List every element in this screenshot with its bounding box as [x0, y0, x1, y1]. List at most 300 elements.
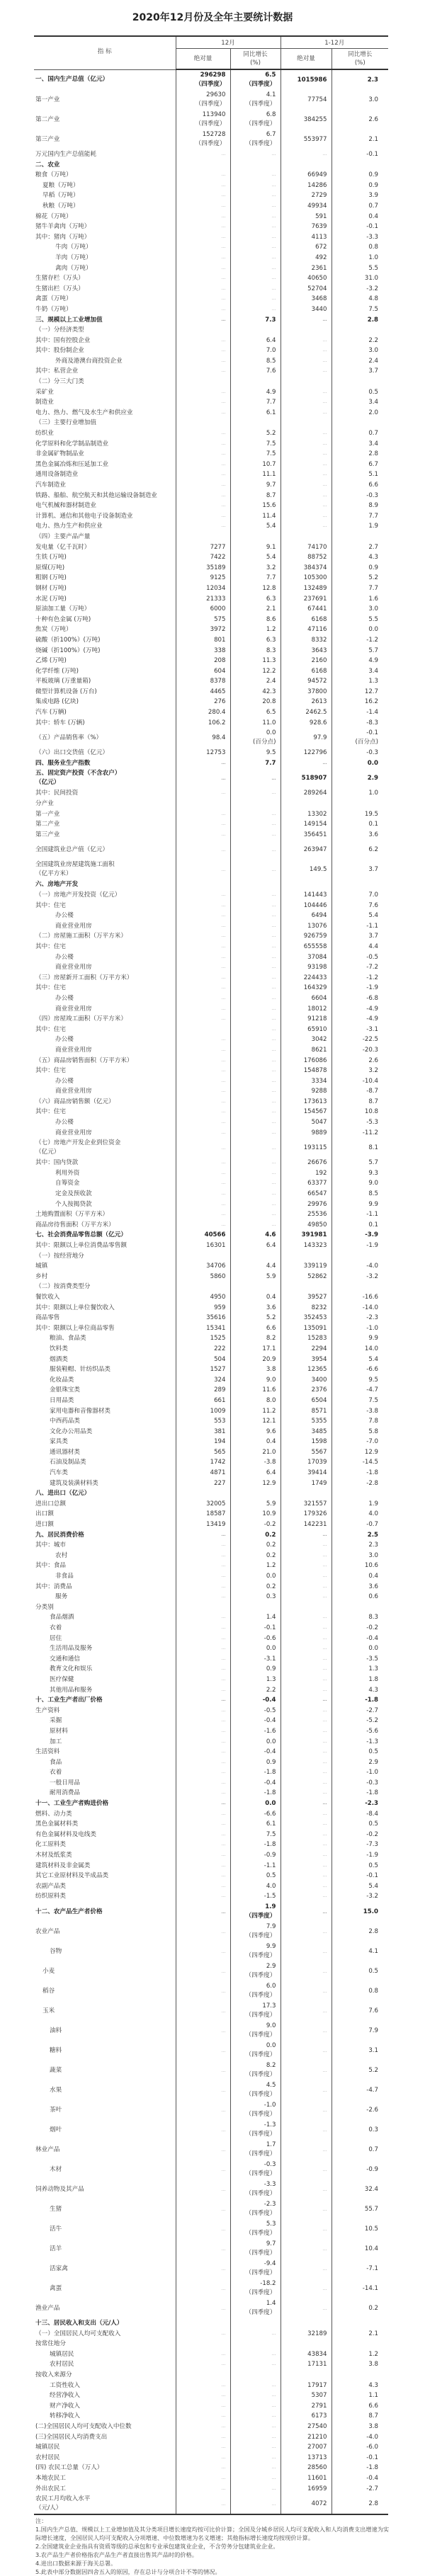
table-row — [34, 1788, 388, 1799]
month-yoy-cell: 10.9 — [230, 1509, 280, 1520]
month-abs-cell: 4950 — [176, 1292, 230, 1303]
year-yoy-cell: 5.4 — [332, 1881, 388, 1892]
row-label: 其中：住宅 — [35, 942, 66, 950]
year-abs-cell: … — [280, 1981, 332, 2001]
month-yoy-cell: … — [230, 1025, 280, 1035]
year-yoy-cell: 5.1 — [332, 469, 388, 480]
month-abs-cell — [176, 2318, 230, 2329]
year-abs-cell: … — [280, 428, 332, 439]
month-abs-cell: 324 — [176, 1375, 230, 1386]
year-yoy-cell: -1.1 — [332, 1209, 388, 1220]
row-label: 原油加工量（万吨） — [35, 605, 91, 613]
year-abs-cell: 4113 — [280, 232, 332, 243]
month-yoy-cell: 5.2 — [230, 1313, 280, 1323]
year-yoy-cell: 7.7 — [332, 583, 388, 594]
table-row — [34, 1561, 388, 1571]
year-yoy-cell: -1.9 — [332, 1850, 388, 1861]
row-label: 油料 — [50, 2027, 62, 2034]
table-row — [34, 2080, 388, 2100]
year-yoy-cell: 10.5 — [332, 2219, 388, 2239]
month-yoy-cell: 7.6 — [230, 366, 280, 377]
table-row — [34, 1509, 388, 1520]
table-row — [34, 325, 388, 336]
row-label: 一般日用品 — [50, 1779, 80, 1786]
table-row — [34, 1643, 388, 1654]
row-label: 建筑及装潢材料类 — [50, 1479, 98, 1487]
year-abs-cell: … — [280, 1922, 332, 1942]
row-label: 一、国内生产总值（亿元） — [35, 76, 109, 84]
year-yoy-cell: 0.5 — [332, 1819, 388, 1830]
year-abs-cell: 26676 — [280, 1158, 332, 1168]
table-row — [34, 697, 388, 707]
year-abs-cell: 66949 — [280, 170, 332, 181]
year-abs-cell: 5355 — [280, 1416, 332, 1427]
table-row — [34, 1942, 388, 1961]
month-yoy-cell: … — [230, 2494, 280, 2514]
month-abs-cell: … — [176, 2494, 230, 2514]
table-row — [34, 1634, 388, 1644]
table-row — [34, 2381, 388, 2391]
year-yoy-cell: 0.1 — [332, 1220, 388, 1231]
month-yoy-cell: 1.4 （四季度） — [230, 2298, 280, 2318]
row-label: 商品房待售面积（万平方米） — [35, 1221, 115, 1229]
year-yoy-cell: 7.9 — [332, 2021, 388, 2041]
month-yoy-cell — [230, 1282, 280, 1292]
row-label: 有色金属材料及电线类 — [35, 1830, 96, 1838]
table-row — [34, 387, 388, 398]
year-abs-cell: … — [280, 1664, 332, 1675]
year-abs-cell: 6504 — [280, 1396, 332, 1406]
year-abs-cell: … — [280, 1561, 332, 1571]
row-label: 硫酸（折100%）(万吨) — [35, 636, 101, 644]
month-yoy-cell: 4.4 — [230, 1261, 280, 1272]
row-label: 采掘 — [50, 1717, 62, 1725]
year-yoy-cell: -4.0 — [332, 1261, 388, 1272]
year-abs-cell: 17039 — [280, 1457, 332, 1468]
row-label: 羊肉（万吨） — [55, 253, 92, 261]
year-yoy-cell: 0.5 — [332, 1861, 388, 1871]
month-abs-cell: 208 — [176, 656, 230, 666]
row-label: 活家禽 — [50, 2264, 68, 2272]
year-yoy-cell: 1.3 — [332, 1664, 388, 1675]
year-abs-cell: 142231 — [280, 1520, 332, 1530]
year-yoy-cell: 0.2 — [332, 2298, 388, 2318]
month-abs-cell: 604 — [176, 666, 230, 677]
table-row — [34, 90, 388, 110]
year-abs-cell — [280, 377, 332, 387]
month-abs-cell: … — [176, 273, 230, 284]
year-yoy-cell: 1.9 — [332, 521, 388, 532]
table-row — [34, 2453, 388, 2463]
row-label: 其中：轿车 (万辆) — [35, 719, 85, 726]
year-yoy-cell — [332, 1251, 388, 1262]
month-yoy-cell: 6.0 （四季度） — [230, 1981, 280, 2001]
row-label: 医疗保健 — [50, 1675, 74, 1683]
year-yoy-cell — [332, 532, 388, 542]
row-label: 化学原料和化学制品制造业 — [35, 440, 109, 448]
month-abs-cell: … — [176, 1840, 230, 1850]
year-abs-cell: 15283 — [280, 1333, 332, 1344]
month-abs-cell: 222 — [176, 1344, 230, 1355]
year-yoy-cell: 1.2 — [332, 2349, 388, 2360]
year-yoy-cell — [332, 377, 388, 387]
year-abs-cell — [280, 1488, 332, 1499]
table-row — [34, 962, 388, 973]
year-abs-cell: 4072 — [280, 2494, 332, 2514]
year-yoy-cell: 3.4 — [332, 666, 388, 677]
month-yoy-cell: … — [230, 201, 280, 212]
month-yoy-cell: 6.6 — [230, 1323, 280, 1334]
year-yoy-cell — [332, 799, 388, 809]
month-yoy-cell: -1.1 — [230, 1861, 280, 1871]
year-abs-cell — [280, 418, 332, 428]
table-row — [34, 573, 388, 583]
month-yoy-cell: -0.9 — [230, 1850, 280, 1861]
month-abs-cell: … — [176, 439, 230, 450]
month-abs-cell: … — [176, 1540, 230, 1551]
month-yoy-cell: -9.4 （四季度） — [230, 2259, 280, 2279]
year-yoy-cell: -1.3 — [332, 1737, 388, 1748]
table-row — [34, 840, 388, 860]
year-abs-cell: 29976 — [280, 1199, 332, 1210]
year-abs-cell: 47116 — [280, 625, 332, 635]
year-yoy-cell: 9.3 — [332, 1168, 388, 1179]
year-abs-cell: 672 — [280, 242, 332, 253]
table-row — [34, 2140, 388, 2160]
row-label: 木材 — [50, 2165, 62, 2173]
month-yoy-cell: … — [230, 1086, 280, 1097]
month-yoy-cell: 10.7 — [230, 460, 280, 470]
year-yoy-cell: 2.8 — [332, 315, 388, 326]
table-row — [34, 1592, 388, 1602]
header-period-year: 1-12月 — [280, 36, 388, 49]
month-yoy-cell: … — [230, 1004, 280, 1015]
table-row — [34, 1209, 388, 1220]
row-label: 粮食（万吨） — [35, 171, 72, 179]
month-abs-cell: 21333 — [176, 594, 230, 605]
year-yoy-cell: 4.4 — [332, 942, 388, 952]
month-yoy-cell: 4.6 — [230, 1230, 280, 1241]
year-yoy-cell: 10.8 — [332, 1107, 388, 1117]
row-label: 非食品 — [55, 1573, 74, 1580]
row-label: 第三产业 — [35, 831, 60, 838]
month-abs-cell: … — [176, 1902, 230, 1922]
year-yoy-cell: 3.0 — [332, 346, 388, 356]
month-yoy-cell: 12.2 — [230, 666, 280, 677]
month-yoy-cell: 0.2 — [230, 1551, 280, 1561]
month-yoy-cell: 0.2 — [230, 1540, 280, 1551]
month-abs-cell: … — [176, 1706, 230, 1716]
month-abs-cell: … — [176, 1871, 230, 1881]
year-abs-cell: … — [280, 1809, 332, 1820]
table-row — [34, 377, 388, 387]
year-yoy-cell: 8.1 — [332, 1138, 388, 1158]
table-row — [34, 449, 388, 460]
row-label: 文化办公用品类 — [50, 1427, 93, 1435]
table-row — [34, 304, 388, 315]
table-row — [34, 2041, 388, 2061]
year-abs-cell: 928.6 — [280, 718, 332, 729]
year-yoy-cell: -0.5 — [332, 952, 388, 963]
table-row — [34, 1396, 388, 1406]
table-row — [34, 890, 388, 901]
year-abs-cell: … — [280, 758, 332, 769]
table-row — [34, 2442, 388, 2453]
year-abs-cell: 5307 — [280, 2390, 332, 2401]
year-yoy-cell: -3.2 — [332, 284, 388, 295]
year-abs-cell: … — [280, 315, 332, 326]
year-abs-cell: … — [280, 1634, 332, 1644]
month-yoy-cell: -6.6 — [230, 1809, 280, 1820]
row-label: 禽蛋 — [50, 2284, 62, 2292]
table-row — [34, 69, 388, 90]
month-abs-cell: … — [176, 2021, 230, 2041]
year-abs-cell: 3334 — [280, 1076, 332, 1087]
table-row — [34, 160, 388, 171]
month-yoy-cell: … — [230, 273, 280, 284]
year-yoy-cell: 0.6 — [332, 1592, 388, 1602]
month-yoy-cell: 0.0 — [230, 1799, 280, 1809]
table-row — [34, 2329, 388, 2340]
row-label: 早稻（万吨） — [42, 192, 79, 200]
year-abs-cell: 39414 — [280, 1468, 332, 1478]
month-yoy-cell: … — [230, 2381, 280, 2391]
month-yoy-cell: … — [230, 2463, 280, 2473]
row-label: 木材及纸浆类 — [35, 1852, 72, 1859]
month-abs-cell: … — [176, 2160, 230, 2179]
year-abs-cell: 3042 — [280, 1035, 332, 1045]
month-abs-cell: … — [176, 840, 230, 860]
table-row — [34, 583, 388, 594]
month-abs-cell: … — [176, 1117, 230, 1128]
table-row — [34, 1427, 388, 1437]
month-yoy-cell: -0.4 — [230, 1747, 280, 1757]
table-row — [34, 1406, 388, 1417]
month-yoy-cell: … — [230, 840, 280, 860]
month-abs-cell: … — [176, 2259, 230, 2279]
year-yoy-cell: 2.3 — [332, 1540, 388, 1551]
month-abs-cell: … — [176, 1045, 230, 1056]
month-yoy-cell: 6.4 — [230, 1241, 280, 1251]
year-yoy-cell — [332, 418, 388, 428]
table-row — [34, 190, 388, 201]
month-abs-cell: … — [176, 1767, 230, 1778]
month-yoy-cell — [230, 1251, 280, 1262]
row-label: （一）分经济类型 — [35, 326, 84, 334]
year-yoy-cell: 2.8 — [332, 1922, 388, 1942]
year-abs-cell — [280, 532, 332, 542]
month-yoy-cell: … — [230, 284, 280, 295]
month-yoy-cell: 8.2 — [230, 1333, 280, 1344]
year-yoy-cell: 3.8 — [332, 2359, 388, 2370]
year-yoy-cell: -4.7 — [332, 2080, 388, 2100]
year-abs-cell — [280, 1282, 332, 1292]
month-yoy-cell: … — [230, 788, 280, 799]
month-yoy-cell: … — [230, 809, 280, 820]
month-yoy-cell: … — [230, 973, 280, 984]
table-row — [34, 1881, 388, 1892]
year-abs-cell: … — [280, 2140, 332, 2160]
table-row — [34, 973, 388, 984]
note-item: 1.国内生产总值、规模以上工业增加值及其分类项目增长速度均按可比价计算；全国及分城乡居民人均可支配收入和人均消费支出增速为实际增长速度，全国居民人均可支配收入分项增速、中位数增速为名义增速；其他指标增长速度均按现价计算。 — [35, 2526, 390, 2542]
row-label: 其中：住宅 — [35, 984, 66, 992]
month-abs-cell: … — [176, 2041, 230, 2061]
year-yoy-cell: 4.3 — [332, 552, 388, 563]
month-abs-cell: … — [176, 2199, 230, 2219]
month-abs-cell: 959 — [176, 1303, 230, 1313]
row-label: 汽车类 — [50, 1469, 68, 1477]
month-yoy-cell: 9.5 — [230, 748, 280, 758]
year-yoy-cell: -14.5 — [332, 1457, 388, 1468]
row-label: 第二产业 — [35, 115, 60, 123]
row-label: 玉米 — [42, 2007, 55, 2014]
month-abs-cell: … — [176, 2239, 230, 2259]
table-row — [34, 1004, 388, 1015]
month-yoy-cell: 9.0 — [230, 1375, 280, 1386]
month-abs-cell: … — [176, 2432, 230, 2443]
year-abs-cell: 6173 — [280, 2411, 332, 2422]
row-label: 商业营业用房 — [55, 1005, 92, 1013]
year-yoy-cell: 1.8 — [332, 1675, 388, 1685]
month-abs-cell: … — [176, 181, 230, 191]
month-yoy-cell: 9.7 — [230, 480, 280, 491]
month-yoy-cell: -1.0 （四季度） — [230, 2100, 280, 2120]
year-yoy-cell: 19.5 — [332, 809, 388, 820]
month-abs-cell: … — [176, 809, 230, 820]
year-abs-cell: … — [280, 1643, 332, 1654]
month-abs-cell: … — [176, 284, 230, 295]
month-abs-cell — [176, 1025, 230, 1035]
year-yoy-cell: 0.7 — [332, 2140, 388, 2160]
table-body — [34, 69, 388, 2514]
month-yoy-cell: … — [230, 901, 280, 911]
table-row — [34, 1623, 388, 1634]
month-abs-cell: … — [176, 346, 230, 356]
table-row — [34, 263, 388, 274]
year-abs-cell: 49934 — [280, 201, 332, 212]
month-abs-cell: … — [176, 1158, 230, 1168]
year-yoy-cell — [332, 2318, 388, 2329]
month-yoy-cell: -0.6 — [230, 1634, 280, 1644]
month-abs-cell: … — [176, 449, 230, 460]
year-yoy-cell: 2.8 — [332, 449, 388, 460]
year-abs-cell: 3400 — [280, 1375, 332, 1386]
year-abs-cell: … — [280, 1767, 332, 1778]
row-label: 家具类 — [50, 1438, 68, 1446]
year-abs-cell: 93198 — [280, 962, 332, 973]
year-abs-cell: 3440 — [280, 304, 332, 315]
month-yoy-cell: 6.1 — [230, 1819, 280, 1830]
year-yoy-cell: 5.5 — [332, 615, 388, 625]
row-label: 五、固定资产投资（不含农户） （亿元） — [35, 770, 121, 787]
month-abs-cell: 280.4 — [176, 707, 230, 718]
month-abs-cell: 12034 — [176, 583, 230, 594]
month-yoy-cell: 1.4 — [230, 1612, 280, 1623]
table-row — [34, 604, 388, 615]
month-yoy-cell — [230, 799, 280, 809]
table-row — [34, 2432, 388, 2443]
year-yoy-cell — [332, 2370, 388, 2381]
year-yoy-cell: -2.3 — [332, 1799, 388, 1809]
year-abs-cell: … — [280, 2298, 332, 2318]
month-yoy-cell: … — [230, 1128, 280, 1139]
year-yoy-cell: 2.6 — [332, 110, 388, 130]
year-yoy-cell: 6.6 — [332, 2401, 388, 2412]
month-abs-cell: 575 — [176, 615, 230, 625]
header-period-month: 12月 — [176, 36, 280, 49]
month-abs-cell: … — [176, 232, 230, 243]
table-row — [34, 768, 388, 788]
month-yoy-cell: … — [230, 768, 280, 788]
year-yoy-cell: -4.7 — [332, 1385, 388, 1396]
month-abs-cell: 801 — [176, 635, 230, 646]
year-abs-cell: 94572 — [280, 676, 332, 687]
table-row — [34, 1344, 388, 1355]
table-row — [34, 212, 388, 222]
row-label: 金银珠宝类 — [50, 1386, 80, 1394]
month-abs-cell: … — [176, 1004, 230, 1015]
table-row — [34, 542, 388, 553]
year-yoy-cell: 3.0 — [332, 604, 388, 615]
year-abs-cell: … — [280, 2259, 332, 2279]
month-abs-cell: 296298 （四季度） — [176, 69, 230, 90]
month-abs-cell: … — [176, 942, 230, 952]
table-row — [34, 1530, 388, 1541]
table-row — [34, 2401, 388, 2412]
year-yoy-cell: 2.9 — [332, 768, 388, 788]
month-yoy-cell: 8.5 — [230, 356, 280, 367]
table-row — [34, 1551, 388, 1561]
month-abs-cell: … — [176, 2140, 230, 2160]
year-yoy-cell: 4.8 — [332, 294, 388, 304]
month-yoy-cell: -1.8 — [230, 1788, 280, 1799]
year-abs-cell: 193115 — [280, 1138, 332, 1158]
year-yoy-cell: -1.8 — [332, 1468, 388, 1478]
year-abs-cell: 1598 — [280, 1437, 332, 1447]
table-row — [34, 2370, 388, 2381]
header-month-yoy: 同比增长 (%) — [230, 49, 280, 70]
year-abs-cell: 2160 — [280, 656, 332, 666]
year-abs-cell: 3485 — [280, 1427, 332, 1437]
row-label: 乡村 — [35, 1272, 48, 1280]
month-yoy-cell: 11.3 — [230, 656, 280, 666]
year-abs-cell — [280, 2370, 332, 2381]
month-yoy-cell: 5.2 — [230, 428, 280, 439]
month-yoy-cell: … — [230, 2432, 280, 2443]
year-abs-cell: 43834 — [280, 2349, 332, 2360]
year-yoy-cell: 3.0 — [332, 90, 388, 110]
row-label: 十二、农产品生产者价格 — [35, 1908, 103, 1915]
month-yoy-cell: … — [230, 1158, 280, 1168]
month-abs-cell — [176, 2370, 230, 2381]
year-yoy-cell: -0.3 — [332, 1778, 388, 1789]
table-row — [34, 1757, 388, 1768]
month-abs-cell: … — [176, 788, 230, 799]
statistics-table — [34, 35, 388, 2515]
month-yoy-cell — [230, 377, 280, 387]
row-label: 禽肉（万吨） — [55, 264, 92, 272]
month-abs-cell: … — [176, 1220, 230, 1231]
year-abs-cell: 591 — [280, 212, 332, 222]
month-abs-cell: … — [176, 2473, 230, 2484]
table-row — [34, 1902, 388, 1922]
row-label: 饮料类 — [50, 1345, 68, 1352]
month-yoy-cell: … — [230, 2349, 280, 2360]
year-abs-cell: 3954 — [280, 1355, 332, 1365]
table-row — [34, 687, 388, 697]
row-label: 第一产业 — [35, 96, 60, 103]
month-yoy-cell: 9.9 （四季度） — [230, 1942, 280, 1961]
